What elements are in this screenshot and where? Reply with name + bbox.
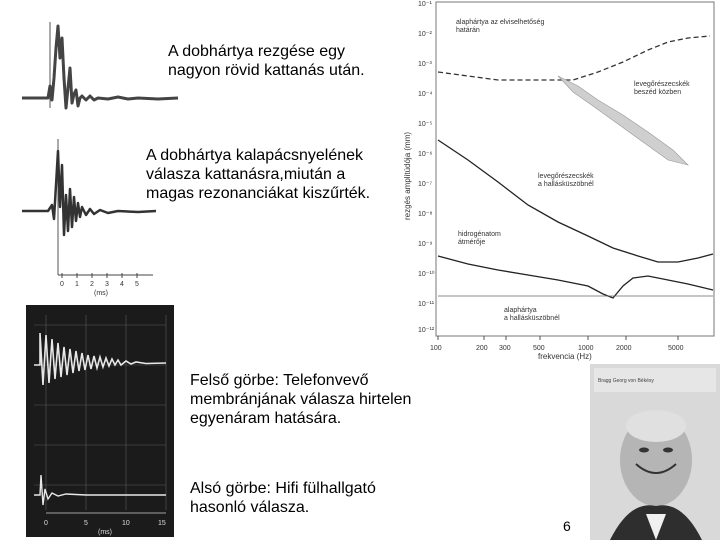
tick-label: 3 — [105, 281, 109, 288]
y-tick-label: 10⁻¹ — [418, 1, 432, 8]
caption-telephone-receiver: Felső görbe: Telefonvevő membránjának válasza hirtelen egyenáram hatására. — [190, 372, 412, 427]
tick-label: 1 — [75, 281, 79, 288]
x-tick-label: 5000 — [668, 345, 684, 352]
svg-text:alaphártya az elviselhetőségha: alaphártya az elviselhetőség határán — [456, 19, 545, 34]
annotation-hydrogen-atom: hidrogénatom átmérője — [458, 231, 501, 246]
y-tick-label: 10⁻⁶ — [418, 151, 433, 158]
annotation-basilar-threshold: alaphártya a hallásküszöbnél — [504, 307, 560, 322]
x-axis-label: frekvencia (Hz) — [538, 352, 592, 361]
page-number: 6 — [563, 518, 571, 534]
y-tick-label: 10⁻⁹ — [418, 241, 433, 248]
tick-label: 15 — [158, 520, 166, 527]
portrait-photo — [590, 364, 720, 540]
y-tick-label: 10⁻² — [418, 31, 432, 38]
eardrum-click-waveform — [18, 18, 180, 118]
caption-malleus-response: A dobhártya kalapácsnyelének válasza kattanásra,miután a magas rezonanciákat kiszűrték. — [146, 147, 371, 202]
y-tick-label: 10⁻¹¹ — [418, 301, 435, 308]
axis-unit: (ms) — [94, 290, 108, 297]
oscilloscope-photo — [26, 305, 174, 537]
x-tick-label: 2000 — [616, 345, 632, 352]
portrait-caption-text: Bragg Georg von Békésy — [598, 378, 654, 384]
y-tick-label: 10⁻¹⁰ — [418, 271, 435, 278]
annotation-air-threshold: levegőrészecskék a hallásküszöbnél — [538, 173, 594, 188]
y-tick-label: 10⁻³ — [418, 61, 432, 68]
malleus-response-waveform — [18, 135, 158, 297]
caption-hifi-headphone: Alsó görbe: Hifi fülhallgató hasonló válasza. — [190, 480, 376, 516]
x-tick-label: 100 — [430, 345, 442, 352]
waveform-ticks — [60, 273, 139, 297]
y-tick-label: 10⁻⁸ — [418, 211, 433, 218]
tick-label: 0 — [44, 520, 48, 527]
y-tick-label: 10⁻¹² — [418, 327, 435, 334]
amplitude-frequency-chart — [398, 0, 720, 362]
annotation-air-speech: levegőrészecskék beszéd közben — [634, 81, 690, 96]
x-tick-label: 200 — [476, 345, 488, 352]
x-tick-label: 300 — [499, 345, 511, 352]
y-axis-label: rezgés amplitúdója (mm) — [403, 131, 412, 220]
x-tick-label: 500 — [533, 345, 545, 352]
y-tick-label: 10⁻⁵ — [418, 121, 433, 128]
y-tick-label: 10⁻⁷ — [418, 181, 433, 188]
tick-label: 10 — [122, 520, 130, 527]
tick-label: 5 — [135, 281, 139, 288]
axis-unit: (ms) — [98, 529, 112, 536]
y-tick-label: 10⁻⁴ — [418, 91, 433, 98]
tick-label: 2 — [90, 281, 94, 288]
caption-eardrum-vibration: A dobhártya rezgése egy nagyon rövid kattanás után. — [168, 43, 365, 79]
tick-label: 0 — [60, 281, 64, 288]
x-tick-label: 1000 — [578, 345, 594, 352]
tick-label: 5 — [84, 520, 88, 527]
tick-label: 4 — [120, 281, 124, 288]
